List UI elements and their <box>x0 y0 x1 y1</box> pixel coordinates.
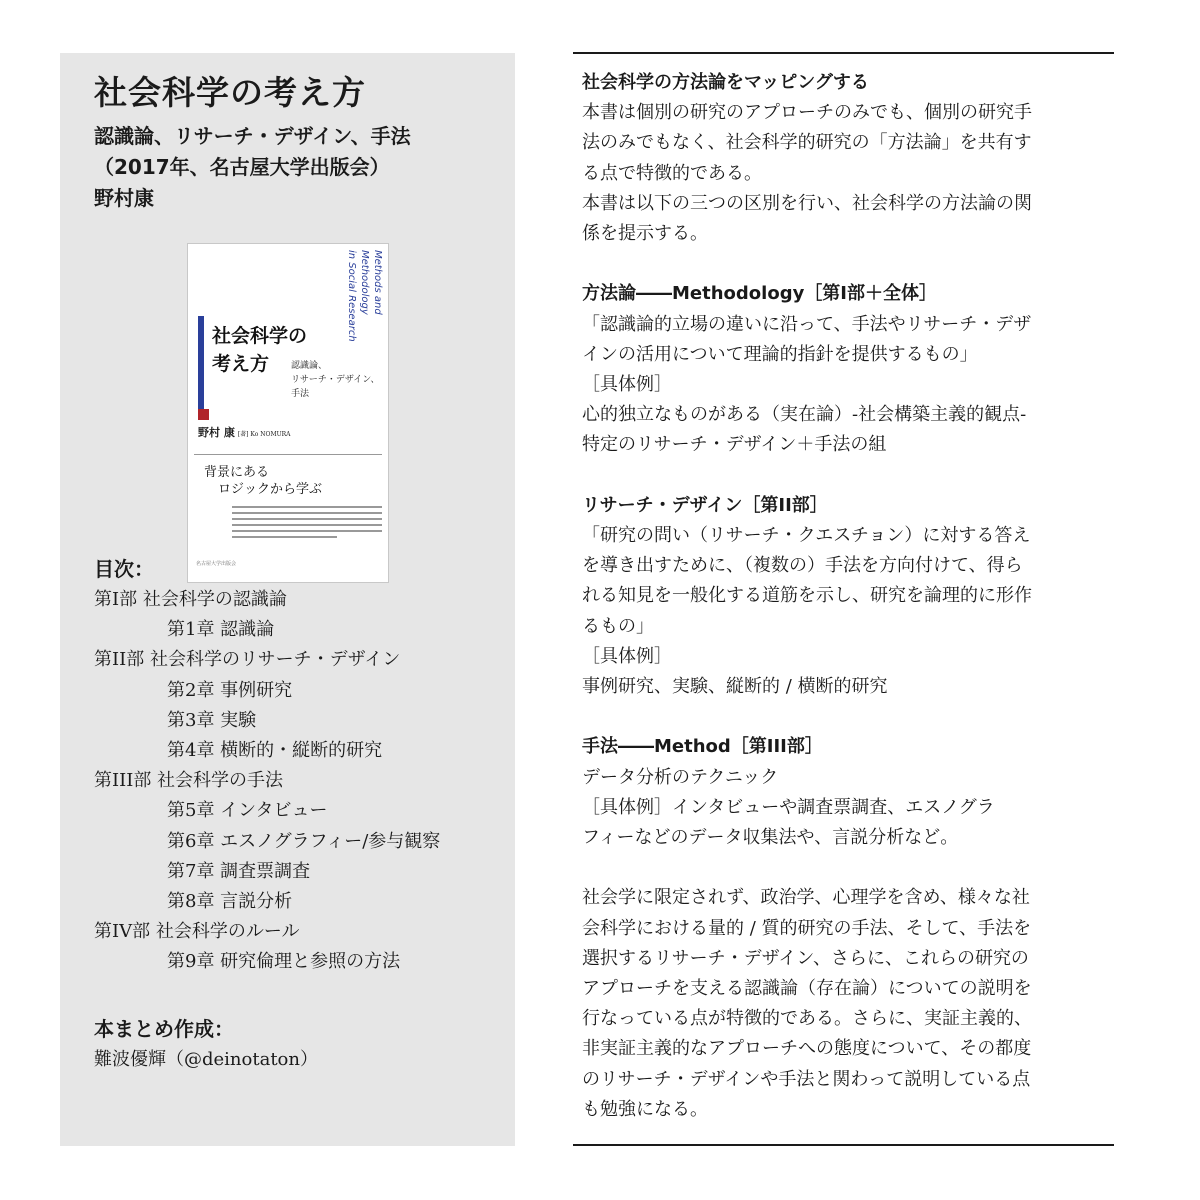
text-line: 心的独立なものがある（実在論）-社会構築主義的観点- <box>582 404 1027 426</box>
cover-blurb-text <box>232 506 382 546</box>
text-line: 「研究の問い（リサーチ・クエスチョン）に対する答え <box>582 525 1031 547</box>
cover-publisher: 名古屋大学出版会 <box>196 561 237 567</box>
toc-chapter: 第3章 実験 <box>167 709 257 731</box>
top-rule <box>573 52 1114 54</box>
cover-english-title: Methods and Methodology in Social Research <box>346 250 383 342</box>
summary-author-name: 難波優輝（@deinotaton） <box>94 1049 318 1070</box>
cover-divider <box>194 454 382 455</box>
text-line: 法のみでもなく、社会科学的研究の「方法論」を共有す <box>582 132 1032 154</box>
toc-chapter: 第5章 インタビュー <box>167 800 328 822</box>
toc-part: 第I部 社会科学の認識論 <box>94 589 287 610</box>
paragraph-gap <box>582 702 1102 732</box>
book-publication: （2017年、名古屋大学出版会） <box>94 155 390 179</box>
bottom-rule <box>573 1144 1114 1146</box>
toc-heading: 目次： <box>94 557 154 581</box>
text-line: 行なっている点が特徴的である。さらに、実証主義的、 <box>582 1008 1032 1030</box>
book-author: 野村康 <box>94 186 154 210</box>
cover-red-square <box>198 409 209 420</box>
text-line: るもの」 <box>582 615 654 637</box>
toc-chapter: 第7章 調査票調査 <box>167 860 311 882</box>
text-line: のリサーチ・デザインや手法と関わって説明している点 <box>582 1068 1031 1090</box>
text-line: 会科学における量的 / 質的研究の手法、そして、手法を <box>582 917 1032 939</box>
toc-part: 第IV部 社会科学のルール <box>94 921 300 943</box>
cover-title: 社会科学の 考え方 <box>212 325 308 375</box>
section-heading: リサーチ・デザイン［第II部］ <box>582 494 828 516</box>
book-cover-image <box>187 243 389 583</box>
toc-part: 第II部 社会科学のリサーチ・デザイン <box>94 649 401 671</box>
text-line: ［具体例］ <box>582 374 672 396</box>
toc-chapter: 第6章 エスノグラフィー/参与観察 <box>167 830 441 852</box>
text-line: インの活用について理論的指針を提供するもの」 <box>582 343 978 365</box>
text-line: ［具体例］ <box>582 645 672 667</box>
section-heading: 方法論――Methodology［第I部＋全体］ <box>582 283 938 305</box>
paragraph-gap <box>582 249 1102 279</box>
text-line: を導き出すために、（複数の）手法を方向付けて、得ら <box>582 555 1023 577</box>
cover-accent-bar <box>198 316 204 411</box>
cover-subtitle: 認識論、 リサーチ・デザイン、 手法 <box>291 361 380 399</box>
book-subtitle: 認識論、リサーチ・デザイン、手法 <box>94 124 411 148</box>
text-line: 係を提示する。 <box>582 223 708 245</box>
text-line: 社会学に限定されず、政治学、心理学を含め、様々な社 <box>582 887 1030 909</box>
toc-part: 第III部 社会科学の手法 <box>94 770 284 792</box>
toc-chapter: 第8章 言説分析 <box>167 891 293 913</box>
text-line: フィーなどのデータ収集法や、言説分析など。 <box>582 827 959 849</box>
text-line: 本書は個別の研究のアプローチのみでも、個別の研究手 <box>582 102 1032 124</box>
text-line: データ分析のテクニック <box>582 766 779 788</box>
book-info-panel <box>60 53 515 1146</box>
toc-chapter: 第2章 事例研究 <box>167 679 293 701</box>
text-line: 事例研究、実験、縦断的 / 横断的研究 <box>582 676 888 698</box>
text-line: 本書は以下の三つの区別を行い、社会科学の方法論の関 <box>582 192 1032 214</box>
summary-text <box>582 68 1102 1125</box>
text-line: る点で特徴的である。 <box>582 162 762 184</box>
book-title: 社会科学の考え方 <box>94 73 366 112</box>
text-line: れる知見を一般化する道筋を示し、研究を論理的に形作 <box>582 585 1032 607</box>
toc-chapter: 第4章 横断的・縦断的研究 <box>167 740 383 762</box>
text-line: ［具体例］インタビューや調査票調査、エスノグラ <box>582 796 995 818</box>
paragraph-gap <box>582 853 1102 883</box>
text-line: 非実証主義的なアプローチへの態度について、その都度 <box>582 1038 1032 1060</box>
toc-chapter: 第9章 研究倫理と参照の方法 <box>167 951 401 973</box>
section-heading: 手法――Method［第III部］ <box>582 736 823 758</box>
text-line: 特定のリサーチ・デザイン＋手法の組 <box>582 434 887 456</box>
text-line: 選択するリサーチ・デザイン、さらに、これらの研究の <box>582 947 1029 969</box>
summary-author-heading: 本まとめ作成： <box>94 1017 234 1041</box>
cover-author: 野村 康 [著] Ko NOMURA <box>198 426 291 439</box>
table-of-contents <box>94 585 440 978</box>
toc-chapter: 第1章 認識論 <box>167 619 275 641</box>
text-line: 「認識論的立場の違いに沿って、手法やリサーチ・デザ <box>582 313 1032 335</box>
paragraph-gap <box>582 461 1102 491</box>
text-line: アプローチを支える認識論（存在論）についての説明を <box>582 978 1032 1000</box>
section-heading: 社会科学の方法論をマッピングする <box>582 72 869 93</box>
text-line: も勉強になる。 <box>582 1098 708 1120</box>
cover-tagline: 背景にある ロジックから学ぶ <box>204 465 323 497</box>
book-subtitle-block <box>94 121 411 214</box>
